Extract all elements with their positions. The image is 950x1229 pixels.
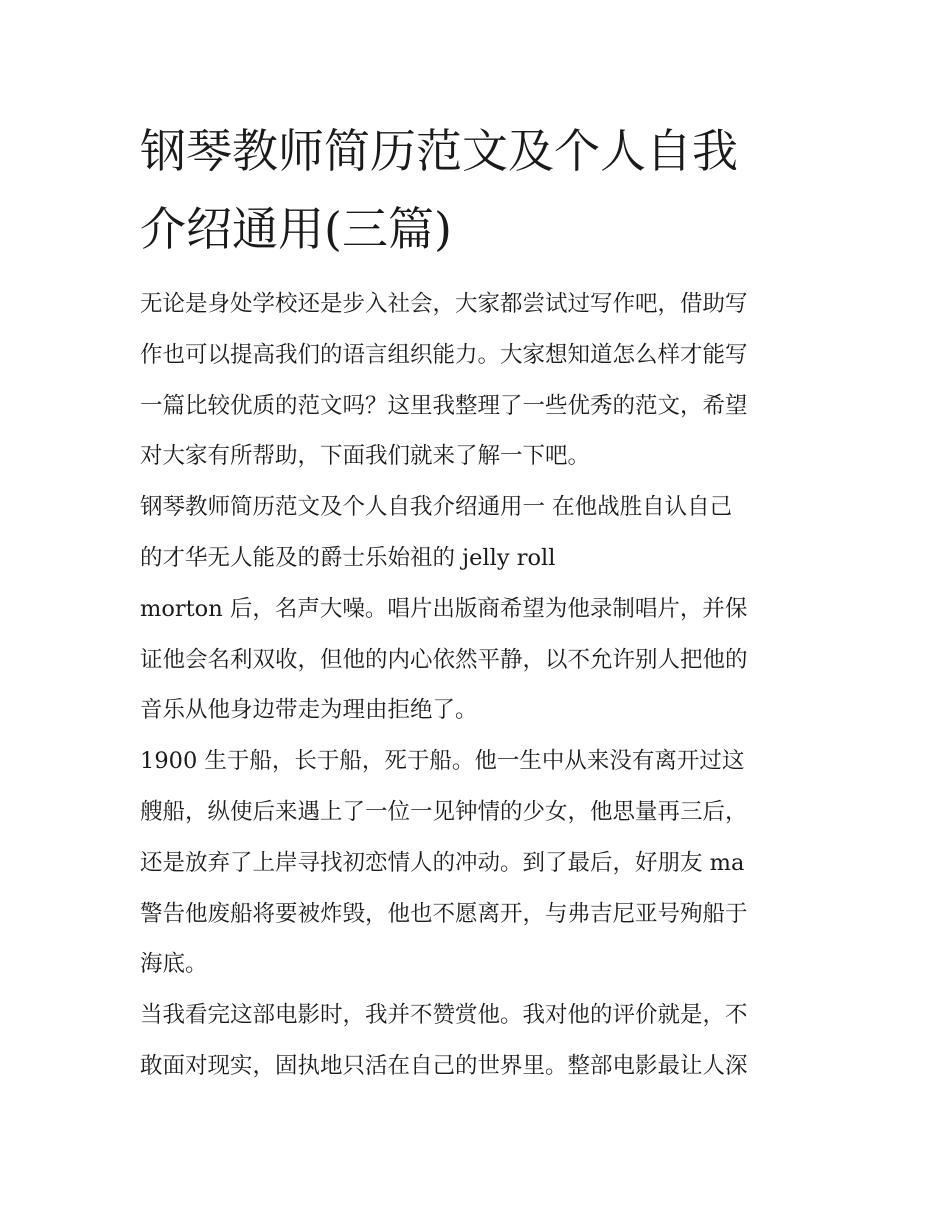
body-line: morton 后，名声大噪。唱片出版商希望为他录制唱片，并保 [140,595,748,622]
document-title [140,112,812,268]
body-line: 对大家有所帮助，下面我们就来了解一下吧。 [140,443,591,470]
document-page [140,112,812,1092]
body-line: 一篇比较优质的范文吗？这里我整理了一些优秀的范文，希望 [140,392,748,419]
body-line: 艘船，纵使后来遇上了一位一见钟情的少女，他思量再三后， [140,798,748,825]
title-line: 介绍通用(三篇) [140,202,452,256]
body-line: 敢面对现实，固执地只活在自己的世界里。整部电影最让人深 [140,1052,748,1079]
body-line: 无论是身处学校还是步入社会，大家都尝试过写作吧，借助写 [140,291,748,317]
body-line: 钢琴教师简历范文及个人自我介绍通用一 在他战胜自认自己 [140,494,733,521]
title-line: 钢琴教师简历范文及个人自我 [140,124,738,178]
body-line: 警告他废船将要被炸毁，他也不愿离开，与弗吉尼亚号殉船于 [140,900,748,927]
body-line: 的才华无人能及的爵士乐始祖的 jelly roll [140,544,556,571]
body-line: 作也可以提高我们的语言组织能力。大家想知道怎么样才能写 [140,341,748,368]
document-body [140,279,812,1092]
body-line: 证他会名利双收，但他的内心依然平静，以不允许别人把他的 [140,646,748,673]
body-line: 海底。 [140,951,208,978]
body-line: 1900 生于船，长于船，死于船。他一生中从来没有离开过这 [140,748,745,775]
body-line: 当我看完这部电影时，我并不赞赏他。我对他的评价就是，不 [140,1002,748,1029]
body-line: 音乐从他身边带走为理由拒绝了。 [140,697,478,724]
body-line: 还是放弃了上岸寻找初恋情人的冲动。到了最后，好朋友 ma [140,849,745,876]
